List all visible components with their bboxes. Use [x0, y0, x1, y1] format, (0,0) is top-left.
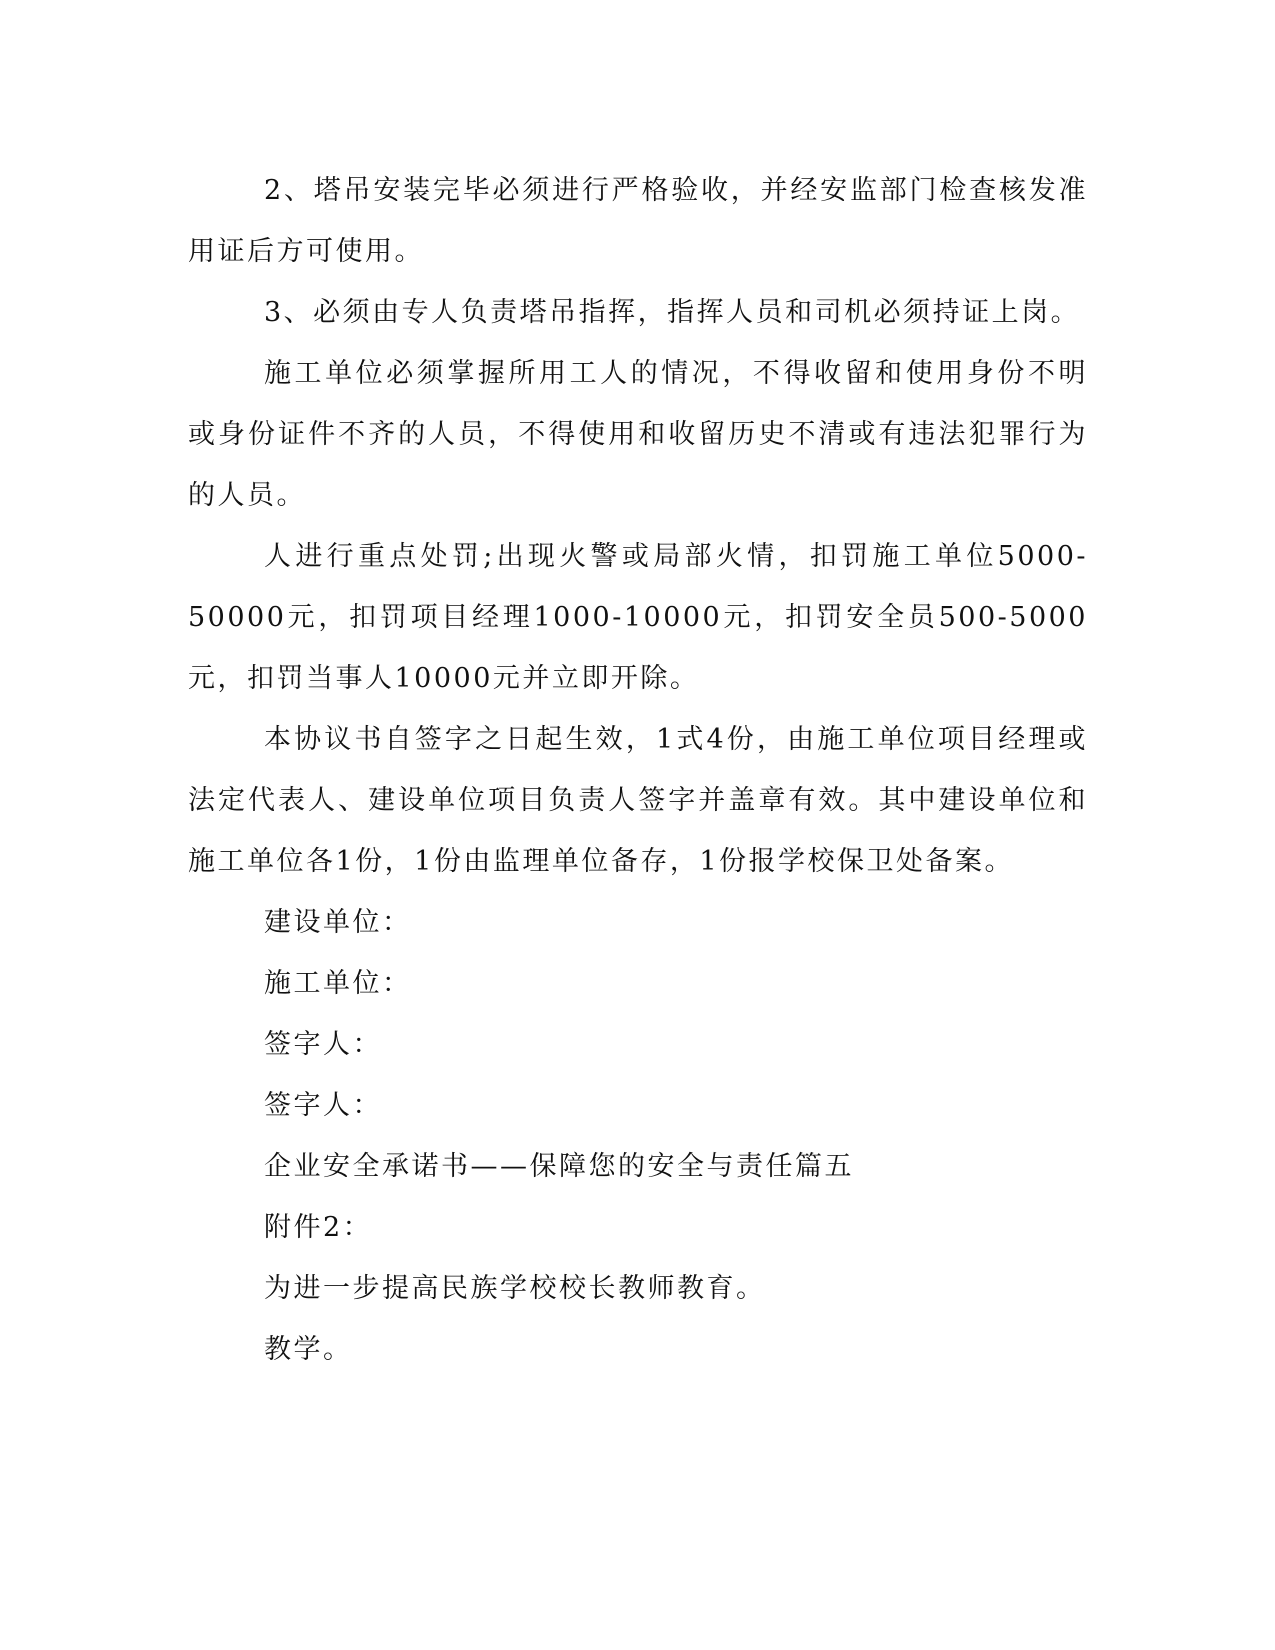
section-heading: 企业安全承诺书——保障您的安全与责任篇五: [264, 1151, 854, 1182]
signature-signer-2: 签字人：: [264, 1090, 382, 1121]
signature-signer-1: 签字人：: [264, 1029, 382, 1060]
paragraph-tower-crane-acceptance: 2、塔吊安装完毕必须进行严格验收，并经安监部门检查核发准用证后方可使用。: [188, 175, 1088, 267]
signature-construction-owner: 建设单位：: [264, 907, 412, 938]
attachment-text-2: 教学。: [264, 1334, 353, 1365]
attachment-label: 附件2：: [264, 1212, 373, 1243]
paragraph-fire-penalties: 人进行重点处罚;出现火警或局部火情，扣罚施工单位5000-50000元，扣罚项目经理1000-10000元，扣罚安全员500-5000元，扣罚当事人10000元并立即开除。: [188, 541, 1088, 694]
document-body: [188, 160, 1088, 1380]
paragraph-agreement-validity: 本协议书自签字之日起生效，1式4份，由施工单位项目经理或法定代表人、建设单位项目负责人签字并盖章有效。其中建设单位和施工单位各1份，1份由监理单位备存，1份报学校保卫处备案。: [188, 724, 1088, 877]
paragraph-crane-commander: 3、必须由专人负责塔吊指挥，指挥人员和司机必须持证上岗。: [264, 297, 1081, 328]
paragraph-worker-identity: 施工单位必须掌握所用工人的情况，不得收留和使用身份不明或身份证件不齐的人员，不得使用和收留历史不清或有违法犯罪行为的人员。: [188, 358, 1088, 511]
signature-contractor: 施工单位：: [264, 968, 412, 999]
attachment-text-1: 为进一步提高民族学校校长教师教育。: [264, 1273, 766, 1304]
